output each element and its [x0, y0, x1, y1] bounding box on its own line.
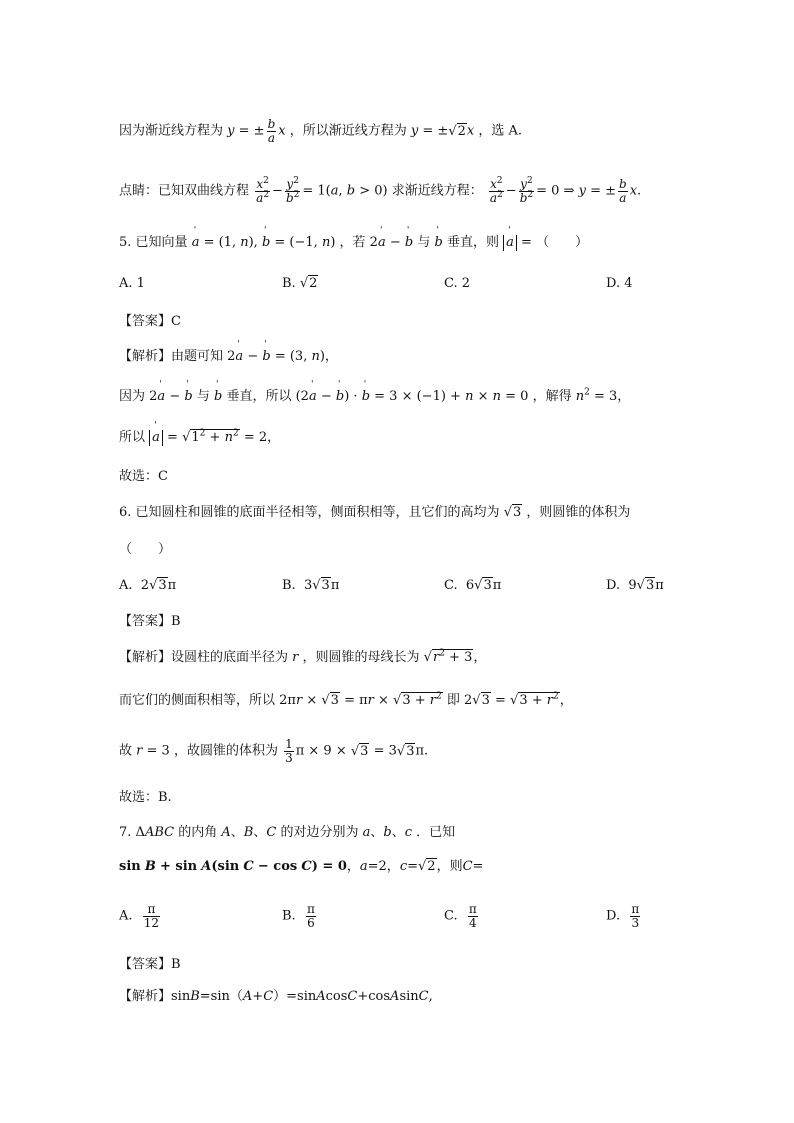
- text: ，故圆锥的体积为: [173, 743, 278, 759]
- text: ，则圆锥的母线长为: [302, 650, 420, 665]
- q5-pick: 故选：C: [119, 469, 168, 484]
- q6-option-c: C. 6√3π: [444, 578, 502, 593]
- text: ．已知: [416, 825, 456, 840]
- text: 【解析】设圆柱的底面半径为: [119, 650, 289, 665]
- text: 因为渐近线方程为: [119, 123, 224, 139]
- tip-line: 点睛：已知双曲线方程 $\frac{x^2}{a^2}$ − $\frac{y^2}{b^2}$ = 1(a, b > 0) 求渐近线方程： $\frac{x^2}{a^2}$ − $\frac{y^2}{b^2}$ = 0 ⇒ y = ± $\frac{b}{a}$ x.: [119, 176, 642, 205]
- fraction: $\frac{b}{a}$: [267, 117, 276, 145]
- q5-solution-2: 因为 2' a − ' b 与 ' b 垂直，所以 (2' a − ' b) · ' b = 3 × (−1) + n × n = 0 ，解得 $n^2 = 3$，: [119, 390, 630, 403]
- question-7-stem: 7. ΔABC 的内角 A、B、C 的对边分别为 a、b、c ．已知: [119, 825, 456, 840]
- text: 【解析】由题可知: [119, 349, 224, 364]
- text: 点睛：已知双曲线方程: [119, 183, 250, 199]
- q6-answer: 【答案】B: [119, 614, 181, 629]
- text: 所以: [119, 430, 146, 445]
- q7-answer: 【答案】B: [119, 957, 181, 972]
- text: （ ）: [536, 235, 589, 250]
- text: 6. 已知圆柱和圆锥的底面半径相等，侧面积相等，且它们的高均为: [119, 505, 500, 520]
- text: ，则圆锥的体积为: [526, 505, 631, 520]
- q6-option-b: B. 3√3π: [282, 578, 340, 593]
- q7-option-d: D. $\frac{\pi}{3}$: [606, 902, 640, 930]
- q7-option-b: B. $\frac{\pi}{6}$: [282, 902, 315, 930]
- text: 与: [417, 235, 431, 250]
- asymptote-line: 因为渐近线方程为 y = ± $\frac{b}{a}$ x ，所以渐近线方程为 y = ±√2x ，选 A.: [119, 117, 523, 145]
- q5-option-d: D. 4: [606, 276, 633, 291]
- q6-solution-3: 故 r = 3 ，故圆锥的体积为 $\frac{1}{3}$ π × 9 × √3 = 3√3π.: [119, 737, 429, 765]
- text: 故: [119, 743, 133, 759]
- question-5-stem: 5. 已知向量 ' a = (1, n), ' b = (−1, n) ，若 2' a − ' b 与 ' b 垂直，则 ' a = （ ）: [119, 235, 588, 251]
- q5-option-a: A. 1: [119, 276, 145, 291]
- text: 而它们的侧面积相等，所以: [119, 693, 276, 708]
- text: 垂直，所以: [226, 389, 292, 404]
- q6-solution-2: 而它们的侧面积相等，所以 $2\pi r \times √3 = \pi r \times √3 + r^2$ 即 $2√3 = √3 + r^2$，: [119, 691, 573, 708]
- text: ，若: [339, 235, 366, 250]
- q7-condition: sin B + sin A(sin C − cos C) = 0，a=2，c=√2，则C=: [119, 859, 484, 874]
- text: 与: [196, 389, 210, 404]
- text: 5. 已知向量: [119, 235, 188, 250]
- text: 因为: [119, 389, 146, 404]
- text: 的对边分别为: [280, 825, 359, 840]
- q6-option-a: A. 2√3π: [119, 578, 177, 593]
- text: 7.: [119, 825, 132, 840]
- text: ，则: [436, 859, 463, 874]
- q7-option-a: A. $\frac{\pi}{12}$: [119, 902, 160, 930]
- q6-paren: （ ）: [119, 542, 172, 557]
- q6-pick: 故选：B.: [119, 790, 172, 805]
- text: 的内角: [178, 825, 218, 840]
- text: 【解析】: [119, 989, 172, 1004]
- question-6-stem: 6. 已知圆柱和圆锥的底面半径相等，侧面积相等，且它们的高均为 √3 ，则圆锥的体积为: [119, 505, 631, 520]
- text: 即: [446, 693, 460, 708]
- q7-option-c: C. $\frac{\pi}{4}$: [444, 902, 477, 930]
- text: ，选 A.: [478, 123, 523, 139]
- text: ，所以渐近线方程为: [289, 123, 407, 139]
- q5-option-c: C. 2: [444, 276, 471, 291]
- text: ，解得: [532, 389, 572, 404]
- q5-solution-1: 【解析】由题可知 2' a − ' b = (3, n)，: [119, 350, 338, 363]
- q5-answer: 【答案】C: [119, 314, 181, 329]
- q7-solution-1: 【解析】sinB=sin（A+C）=sinAcosC+cosAsinC,: [119, 989, 433, 1004]
- q6-option-d: D. 9√3π: [606, 578, 664, 593]
- text: 垂直，则: [446, 235, 499, 250]
- q6-solution-1: 【解析】设圆柱的底面半径为 r ，则圆锥的母线长为 $√r^2 + 3$，: [119, 648, 487, 665]
- q5-option-b: B. √2: [282, 276, 318, 291]
- q5-solution-3: 所以 ' $a = √1^2 + n^2 = 2$，: [119, 430, 280, 446]
- text: 求渐近线方程：: [391, 183, 483, 199]
